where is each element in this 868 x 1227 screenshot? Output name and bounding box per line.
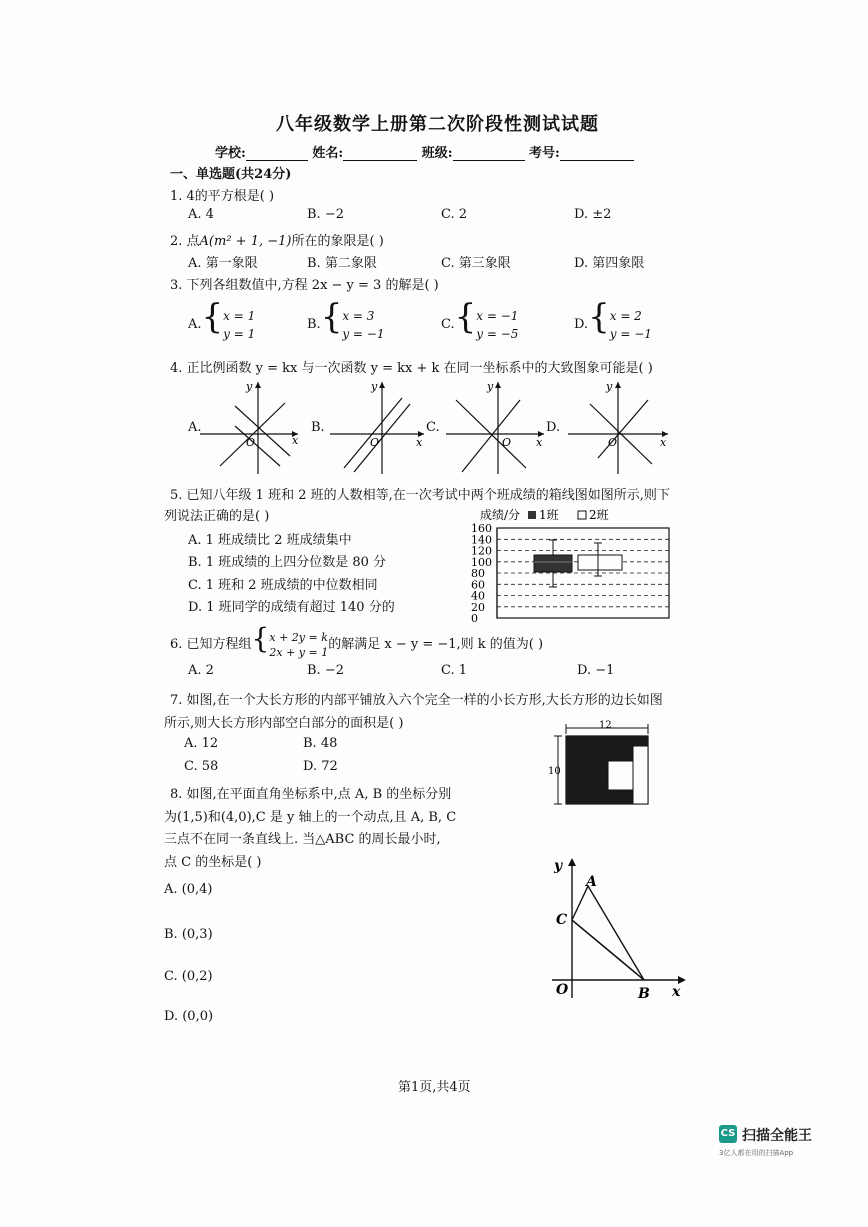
q8-option-b[interactable]: B. (0,3) bbox=[164, 927, 213, 942]
q8-coordinate-figure bbox=[548, 852, 694, 1000]
brace-glyph: { bbox=[454, 297, 477, 337]
school-label: 学校: bbox=[215, 146, 246, 161]
q2-point-expr: A(m² + 1, −1) bbox=[199, 234, 292, 249]
legend-swatch-class1 bbox=[528, 511, 536, 519]
q8-stem-line2: 为(1,5)和(4,0),C 是 y 轴上的一个动点,且 A, B, C bbox=[164, 810, 457, 825]
q6-system: x + 2y = k 2x + y = 1 bbox=[269, 630, 329, 659]
q3-c-system: x = −1 y = −5 bbox=[476, 308, 519, 341]
watermark-brand: 扫描全能王 bbox=[742, 1128, 812, 1144]
q4-graph-c[interactable] bbox=[446, 378, 546, 476]
legend-swatch-class2 bbox=[578, 511, 586, 519]
q7-option-d[interactable]: D. 72 bbox=[303, 759, 338, 774]
q3-a-system: x = 1 y = 1 bbox=[223, 308, 256, 341]
q5-stem-line1: 5. 已知八年级 1 班和 2 班的人数相等,在一次考试中两个班成绩的箱线图如图所示,则下 bbox=[170, 488, 670, 503]
q4-option-d-label[interactable]: D. bbox=[546, 420, 561, 435]
origin-label: O bbox=[502, 436, 512, 449]
q1-option-a[interactable]: A. 4 bbox=[188, 207, 214, 222]
class-label: 班级: bbox=[421, 146, 453, 161]
q7-stem-line1: 7. 如图,在一个大长方形的内部平铺放入六个完全一样的小长方形,大长方形的边长如图 bbox=[170, 693, 663, 708]
q2-stem-post: 所在的象限是( ) bbox=[291, 234, 384, 249]
number-label: 考号: bbox=[529, 146, 560, 161]
point-b-label: B bbox=[638, 986, 650, 1000]
q1-option-b[interactable]: B. −2 bbox=[307, 207, 344, 222]
q3-option-c[interactable] bbox=[441, 297, 519, 343]
q6-option-a[interactable]: A. 2 bbox=[188, 663, 214, 678]
y-tick-label: 0 bbox=[471, 612, 478, 622]
q2-option-d[interactable]: D. 第四象限 bbox=[574, 256, 645, 271]
legend-class2-label: 2班 bbox=[589, 508, 609, 522]
q6-stem bbox=[170, 624, 543, 660]
class1-box bbox=[534, 555, 572, 572]
box-plot-y-ticks bbox=[471, 522, 492, 622]
y-tick-label: 60 bbox=[471, 578, 485, 592]
box-plot-y-label: 成绩/分 bbox=[480, 508, 521, 522]
q4-option-a-label[interactable]: A. bbox=[188, 420, 202, 435]
origin-label: O bbox=[556, 982, 569, 998]
q2-stem bbox=[170, 230, 384, 249]
y-axis-label: y bbox=[487, 380, 494, 393]
y-axis-label: y bbox=[371, 380, 378, 393]
q6-stem-pre: 6. 已知方程组 bbox=[170, 637, 252, 652]
legend-class1-label: 1班 bbox=[539, 508, 559, 522]
q8-stem-line1: 8. 如图,在平面直角坐标系中,点 A, B 的坐标分别 bbox=[170, 787, 452, 802]
point-a-label: A bbox=[586, 874, 597, 890]
q2-option-b[interactable]: B. 第二象限 bbox=[307, 256, 377, 271]
x-axis-label: x bbox=[416, 436, 423, 449]
brace-glyph: { bbox=[251, 622, 270, 655]
q3-d-system: x = 2 y = −1 bbox=[609, 308, 652, 341]
y-tick-label: 160 bbox=[471, 522, 492, 535]
q4-stem: 4. 正比例函数 y = kx 与一次函数 y = kx + k 在同一坐标系中的大致图象可能是( ) bbox=[170, 361, 653, 376]
q3-b-system: x = 3 y = −1 bbox=[342, 308, 385, 341]
q3-c-label: C. bbox=[441, 317, 455, 332]
class-blank[interactable] bbox=[453, 148, 525, 161]
q3-option-a[interactable] bbox=[188, 297, 256, 343]
q2-option-c[interactable]: C. 第三象限 bbox=[441, 256, 511, 271]
q6-option-b[interactable]: B. −2 bbox=[307, 663, 344, 678]
q5-option-d[interactable]: D. 1 班同学的成绩有超过 140 分的 bbox=[188, 600, 395, 615]
y-axis-label: y bbox=[246, 380, 253, 393]
q8-option-d[interactable]: D. (0,0) bbox=[164, 1009, 214, 1024]
q3-stem: 3. 下列各组数值中,方程 2x − y = 3 的解是( ) bbox=[170, 278, 439, 293]
q3-a-label: A. bbox=[188, 317, 202, 332]
triangle-abc bbox=[572, 886, 644, 980]
q7-rectangle-figure bbox=[546, 718, 656, 810]
y-tick-label: 80 bbox=[471, 567, 485, 580]
q4-graph-a[interactable] bbox=[200, 378, 300, 476]
width-label: 12 bbox=[599, 720, 612, 731]
x-axis-label: x bbox=[660, 436, 667, 449]
q7-stem-line2: 所示,则大长方形内部空白部分的面积是( ) bbox=[164, 716, 404, 731]
school-blank[interactable] bbox=[246, 148, 308, 161]
q1-option-d[interactable]: D. ±2 bbox=[574, 207, 612, 222]
origin-label: O bbox=[370, 436, 380, 449]
y-tick-label: 100 bbox=[471, 555, 492, 569]
q5-stem-line2: 列说法正确的是( ) bbox=[164, 509, 270, 524]
q8-stem-line4: 点 C 的坐标是( ) bbox=[164, 855, 262, 870]
x-axis-label: x bbox=[292, 434, 299, 447]
y-tick-label: 40 bbox=[471, 589, 485, 603]
brace-glyph: { bbox=[201, 297, 224, 337]
brace-glyph: { bbox=[320, 297, 343, 337]
q6-stem-post: 的解满足 x − y = −1,则 k 的值为( ) bbox=[328, 637, 544, 652]
q7-option-a[interactable]: A. 12 bbox=[184, 736, 219, 751]
name-blank[interactable] bbox=[343, 148, 417, 161]
point-c-label: C bbox=[556, 912, 568, 928]
q5-option-a[interactable]: A. 1 班成绩比 2 班成绩集中 bbox=[188, 533, 352, 548]
q4-option-b-label[interactable]: B. bbox=[311, 420, 325, 435]
q2-option-a[interactable]: A. 第一象限 bbox=[188, 256, 258, 271]
brace-glyph: { bbox=[588, 297, 610, 337]
number-blank[interactable] bbox=[560, 148, 634, 161]
q5-option-b[interactable]: B. 1 班成绩的上四分位数是 80 分 bbox=[188, 555, 387, 570]
blank-region bbox=[608, 761, 633, 790]
q3-option-d[interactable] bbox=[574, 297, 652, 343]
q3-option-b[interactable] bbox=[307, 297, 385, 343]
page-number: 第1页,共4页 bbox=[398, 1080, 471, 1095]
q1-stem: 1. 4的平方根是( ) bbox=[170, 189, 275, 204]
y-tick-label: 140 bbox=[471, 533, 492, 547]
page-title: 八年级数学上册第二次阶段性测试试题 bbox=[276, 114, 599, 135]
q8-option-a[interactable]: A. (0,4) bbox=[164, 882, 213, 897]
q5-option-c[interactable]: C. 1 班和 2 班成绩的中位数相同 bbox=[188, 578, 378, 593]
class2-box bbox=[578, 555, 622, 570]
q4-graph-b[interactable] bbox=[330, 378, 430, 476]
origin-label: O bbox=[246, 436, 256, 449]
camscanner-logo-icon: CS bbox=[719, 1125, 737, 1143]
q1-option-c[interactable]: C. 2 bbox=[441, 207, 468, 222]
q7-option-b[interactable]: B. 48 bbox=[303, 736, 338, 751]
y-axis-label: y bbox=[606, 380, 613, 393]
q8-stem-line3: 三点不在同一条直线上. 当△ABC 的周长最小时, bbox=[164, 832, 441, 847]
height-label: 10 bbox=[548, 766, 561, 777]
q4-option-c-label[interactable]: C. bbox=[426, 420, 440, 435]
q3-d-label: D. bbox=[574, 317, 589, 332]
y-axis-label: y bbox=[554, 858, 563, 874]
y-tick-label: 120 bbox=[471, 544, 492, 558]
q6-option-c[interactable]: C. 1 bbox=[441, 663, 468, 678]
q5-box-plot bbox=[470, 506, 674, 622]
q3-b-label: B. bbox=[307, 317, 321, 332]
q4-graph-d[interactable] bbox=[568, 378, 672, 476]
blank-region-right bbox=[633, 746, 648, 804]
origin-label: O bbox=[608, 436, 618, 449]
q6-option-d[interactable]: D. −1 bbox=[577, 663, 615, 678]
name-label: 姓名: bbox=[312, 146, 344, 161]
q2-stem-pre: 2. 点 bbox=[170, 234, 200, 249]
y-tick-label: 20 bbox=[471, 600, 485, 614]
watermark-tagline: 3亿人都在用的扫描App bbox=[719, 1149, 794, 1157]
student-info-line bbox=[215, 142, 634, 161]
x-axis-label: x bbox=[672, 984, 681, 1000]
x-axis-label: x bbox=[536, 436, 543, 449]
box-plot-grid bbox=[497, 539, 669, 607]
q7-option-c[interactable]: C. 58 bbox=[184, 759, 219, 774]
q8-option-c[interactable]: C. (0,2) bbox=[164, 969, 213, 984]
section-heading: 一、单选题(共24分) bbox=[170, 167, 292, 182]
